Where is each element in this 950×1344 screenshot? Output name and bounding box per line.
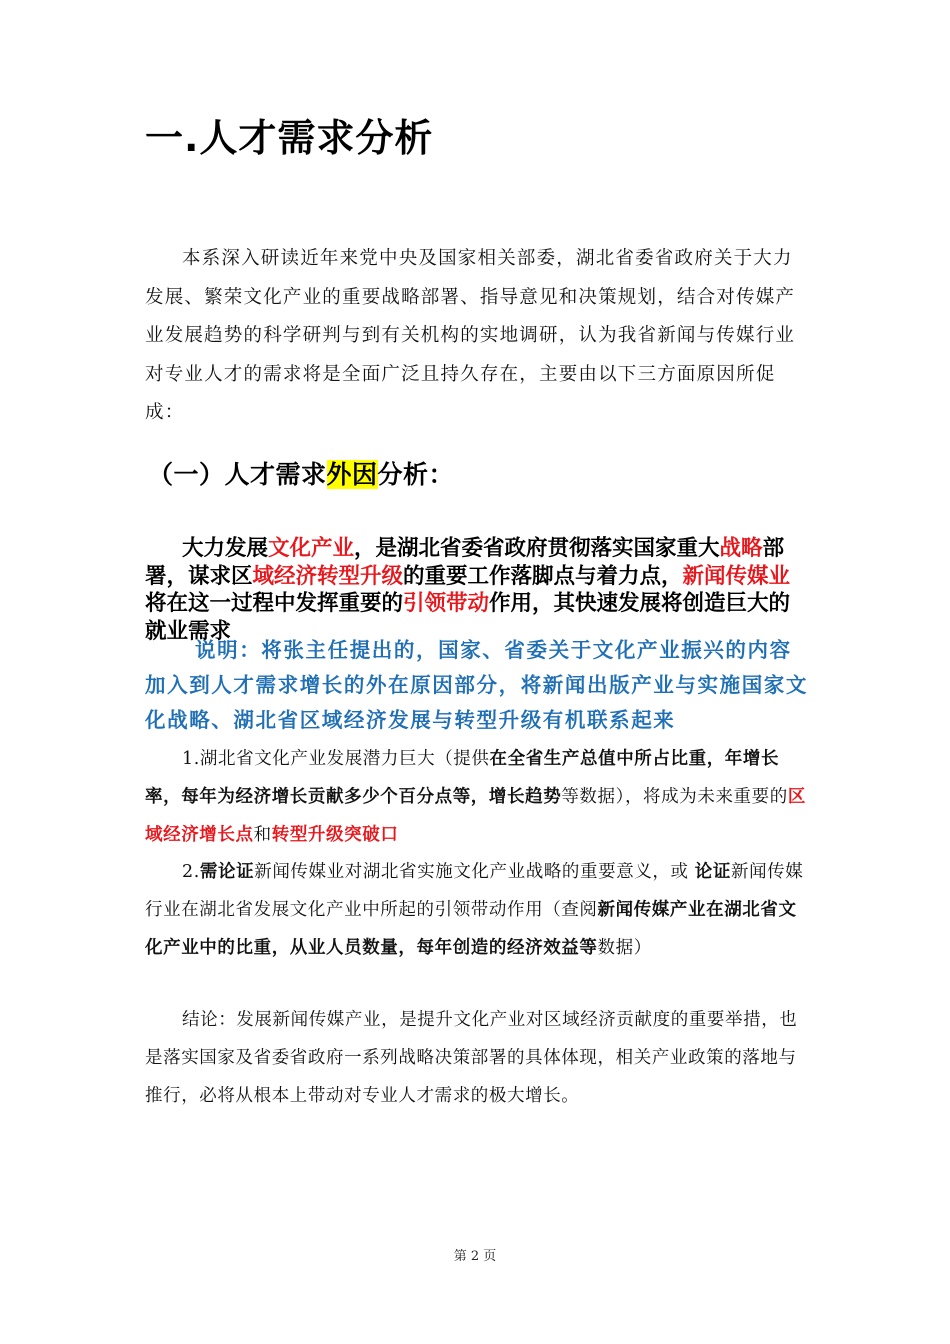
item-2-paragraph <box>145 853 810 967</box>
item-1-text: 等数据），将成为未来重要的 <box>561 787 788 807</box>
lead-emphasis: 新闻传媒业 <box>682 563 791 589</box>
item-1-text: 1.湖北省文化产业发展潜力巨大（提供 <box>182 749 490 769</box>
item-1-emphasis: 区域经济增长点 <box>145 787 806 845</box>
item-2-text: 新闻传媒业对湖北省实施文化产业战略的重要意义，或 <box>254 862 695 882</box>
item-2-bold: 论证 <box>694 862 731 882</box>
lead-text: ，是湖北省委省政府贯彻落实国家重大 <box>354 536 720 561</box>
item-2-text: 2. <box>182 862 200 882</box>
lead-paragraph <box>145 535 810 645</box>
section-heading-pre: （一）人才需求 <box>148 460 327 489</box>
lead-text: 部署，谋求区 <box>145 536 785 589</box>
lead-emphasis: 域经济转型升级 <box>252 563 404 589</box>
item-1-text: 和 <box>253 825 272 845</box>
page-title: 一.人才需求分析 <box>145 116 434 160</box>
lead-emphasis: 引领带动 <box>403 591 490 616</box>
lead-text: 大力发展 <box>182 536 269 561</box>
section-heading <box>148 457 808 493</box>
lead-emphasis: 文化产业 <box>268 536 355 561</box>
item-1-paragraph <box>145 740 810 854</box>
item-2-text: 新闻传媒行业在湖北省发展文化产业中所起的引领带动作用（查阅 <box>145 862 804 920</box>
lead-emphasis: 战略 <box>719 536 763 561</box>
section-heading-highlight: 外因 <box>326 460 378 489</box>
lead-text: 的重要工作落脚点与着力点， <box>403 563 683 589</box>
item-2-bold: 新闻传媒产业在湖北省文化产业中的比重，从业人员数量，每年创造的经济效益等 <box>145 900 797 958</box>
conclusion-paragraph: 结论：发展新闻传媒产业，是提升文化产业对区域经济贡献度的重要举措，也是落实国家及省委省政府一系列战略决策部署的具体体现，相关产业政策的落地与推行，必将从根本上带动对专业人才需求的极大增长。 <box>145 1010 798 1106</box>
item-2-bold: 需论证 <box>199 862 255 882</box>
lead-text: 将在这一过程中发挥重要的 <box>145 591 404 616</box>
item-1-emphasis: 转型升级突破口 <box>271 825 399 845</box>
item-1-bold: 在全省生产总值中所占比重，年增长率，每年为经济增长贡献多少个百分点等，增长趋势 <box>145 749 780 807</box>
section-heading-post: 分析： <box>377 460 455 489</box>
page-number: 第 2 页 <box>453 1249 497 1264</box>
item-2-text: 数据） <box>597 938 652 958</box>
note-paragraph: 说明：将张主任提出的，国家、省委关于文化产业振兴的内容加入到人才需求增长的外在原因部分，将新闻出版产业与实施国家文化战略、湖北省区域经济发展与转型升级有机联系起来 <box>145 638 808 732</box>
lead-text: 作用，其快速发展将创造巨大的就业需求 <box>145 591 791 644</box>
intro-paragraph: 本系深入研读近年来党中央及国家相关部委，湖北省委省政府关于大力发展、繁荣文化产业的重要战略部署、指导意见和决策规划，结合对传媒产业发展趋势的科学研判与到有关机构的实地调研，认为我省新闻与传媒行业对专业人才的需求将是全面广泛且持久存在，主要由以下三方面原因所促成： <box>145 248 796 423</box>
